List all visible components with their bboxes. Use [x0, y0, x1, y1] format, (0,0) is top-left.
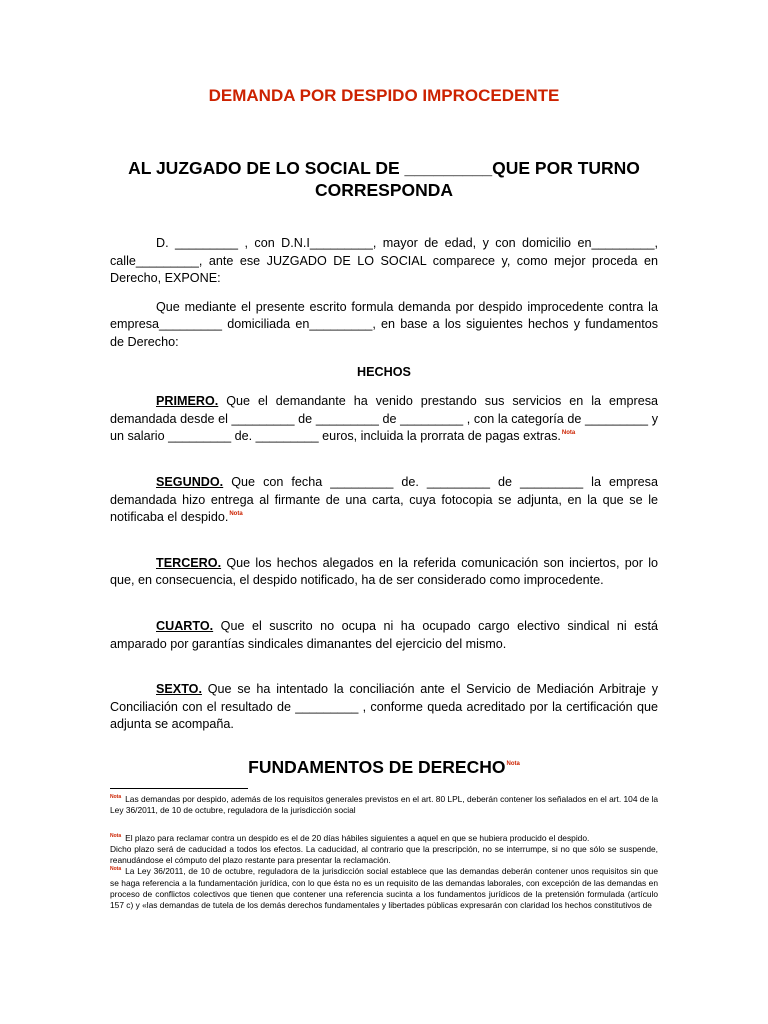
footnote-marker: Nota: [561, 430, 576, 437]
fact-text: Que con fecha _________ de. _________ de _________ la empresa demandada hizo entrega al firmante de una carta, cuya fotocopia se adjunta, en la que se le notificaba el despido.: [110, 474, 658, 525]
fact-label: SEXTO.: [156, 682, 202, 697]
fundamentos-heading-text: FUNDAMENTOS DE DERECHO: [248, 757, 506, 777]
hechos-heading: HECHOS: [357, 364, 411, 379]
fact-primero: [110, 393, 658, 446]
fact-label: TERCERO.: [156, 555, 222, 570]
document-title: DEMANDA POR DESPIDO IMPROCEDENTE: [208, 86, 560, 105]
fact-cuarto: [110, 618, 658, 653]
fact-label: CUARTO.: [156, 618, 214, 633]
footnote-text: La Ley 36/2011, de 10 de octubre, reguladora de la jurisdicción social establece que las demandas deberán contener unos requisitos sin que se haga referencia a la fundamentación jurídica, con lo que ésta no es un requisito de las demandas laborales, con excepción de las demandas en proceso de conflictos colectivos que tienen que contener una referencia sucinta a los fundamentos jurídicos de la pretensión formulada (artículo 157 c) y «las demandas de tutela de los demás derechos fundamentales y libertades públicas expresarán con claridad los hechos constitutivos de: [110, 866, 658, 911]
footnote-marker: Nota: [506, 761, 520, 767]
fact-label: SEGUNDO.: [156, 474, 224, 489]
footnotes: [110, 794, 658, 912]
fact-text: Que los hechos alegados en la referida comunicación son inciertos, por lo que, en consecuencia, el despido notificado, ha de ser considerado como improcedente.: [110, 555, 658, 588]
court-addressee: AL JUZGADO DE LO SOCIAL DE _________QUE POR TURNO CORRESPONDA: [128, 158, 640, 200]
footnote-marker: Nota: [110, 866, 122, 873]
footnote-marker: Nota: [229, 511, 243, 518]
footnote-separator: [110, 788, 248, 789]
demand-paragraph: Que mediante el presente escrito formula demanda por despido improcedente contra la empresa_________ domiciliada en_________, en base a los siguientes hechos y fundamentos de Derecho:: [110, 299, 658, 349]
fact-text: Que se ha intentado la conciliación ante el Servicio de Mediación Arbitraje y Conciliación con el resultado de _________ , conforme queda acreditado por la certificación que adjunta se acompaña.: [110, 682, 658, 732]
fact-label: PRIMERO.: [156, 394, 219, 409]
fact-sexto: [110, 681, 658, 734]
footnote-2: [110, 833, 658, 844]
footnote-marker: Nota: [110, 832, 122, 839]
footnote-3: [110, 866, 658, 911]
footnote-text: El plazo para reclamar contra un despido es el de 20 días hábiles siguientes a aquel en que se hubiera producido el despido.: [125, 832, 590, 843]
intro-paragraph: D. _________ , con D.N.I_________, mayor de edad, y con domicilio en_________, calle_________, ante ese JUZGADO DE LO SOCIAL comparece y, como mejor proceda en Derecho, EXPONE:: [110, 236, 658, 286]
document-body: [110, 235, 658, 734]
fact-tercero: [110, 555, 658, 590]
fact-segundo: [110, 474, 658, 527]
fact-text: Que el demandante ha venido prestando sus servicios en la empresa demandada desde el _________ de _________ de _________ , con la categoría de _________ y un salario _________ de. _________ euros, incluida la prorrata de pagas extras.: [110, 394, 658, 444]
fundamentos-heading: [0, 757, 768, 778]
fact-text: Que el suscrito no ocupa ni ha ocupado cargo electivo sindical ni está amparado por garantías sindicales dimanantes del ejercicio del mismo.: [110, 618, 658, 651]
footnote-2-continued: Dicho plazo será de caducidad a todos los efectos. La caducidad, al contrario que la prescripción, no se interrumpe, si no que sólo se suspende, reanudándose el cómputo del plazo restante para presentar la reclamación.: [110, 843, 658, 866]
footnote-1: [110, 794, 658, 817]
footnote-text: Las demandas por despido, además de los requisitos generales previstos en el art. 80 LPL, deberán contener los señalados en el art. 104 de la Ley 36/2011, de 10 de octubre, reguladora de la jurisdicción social: [110, 794, 658, 816]
footnote-marker: Nota: [110, 794, 122, 800]
